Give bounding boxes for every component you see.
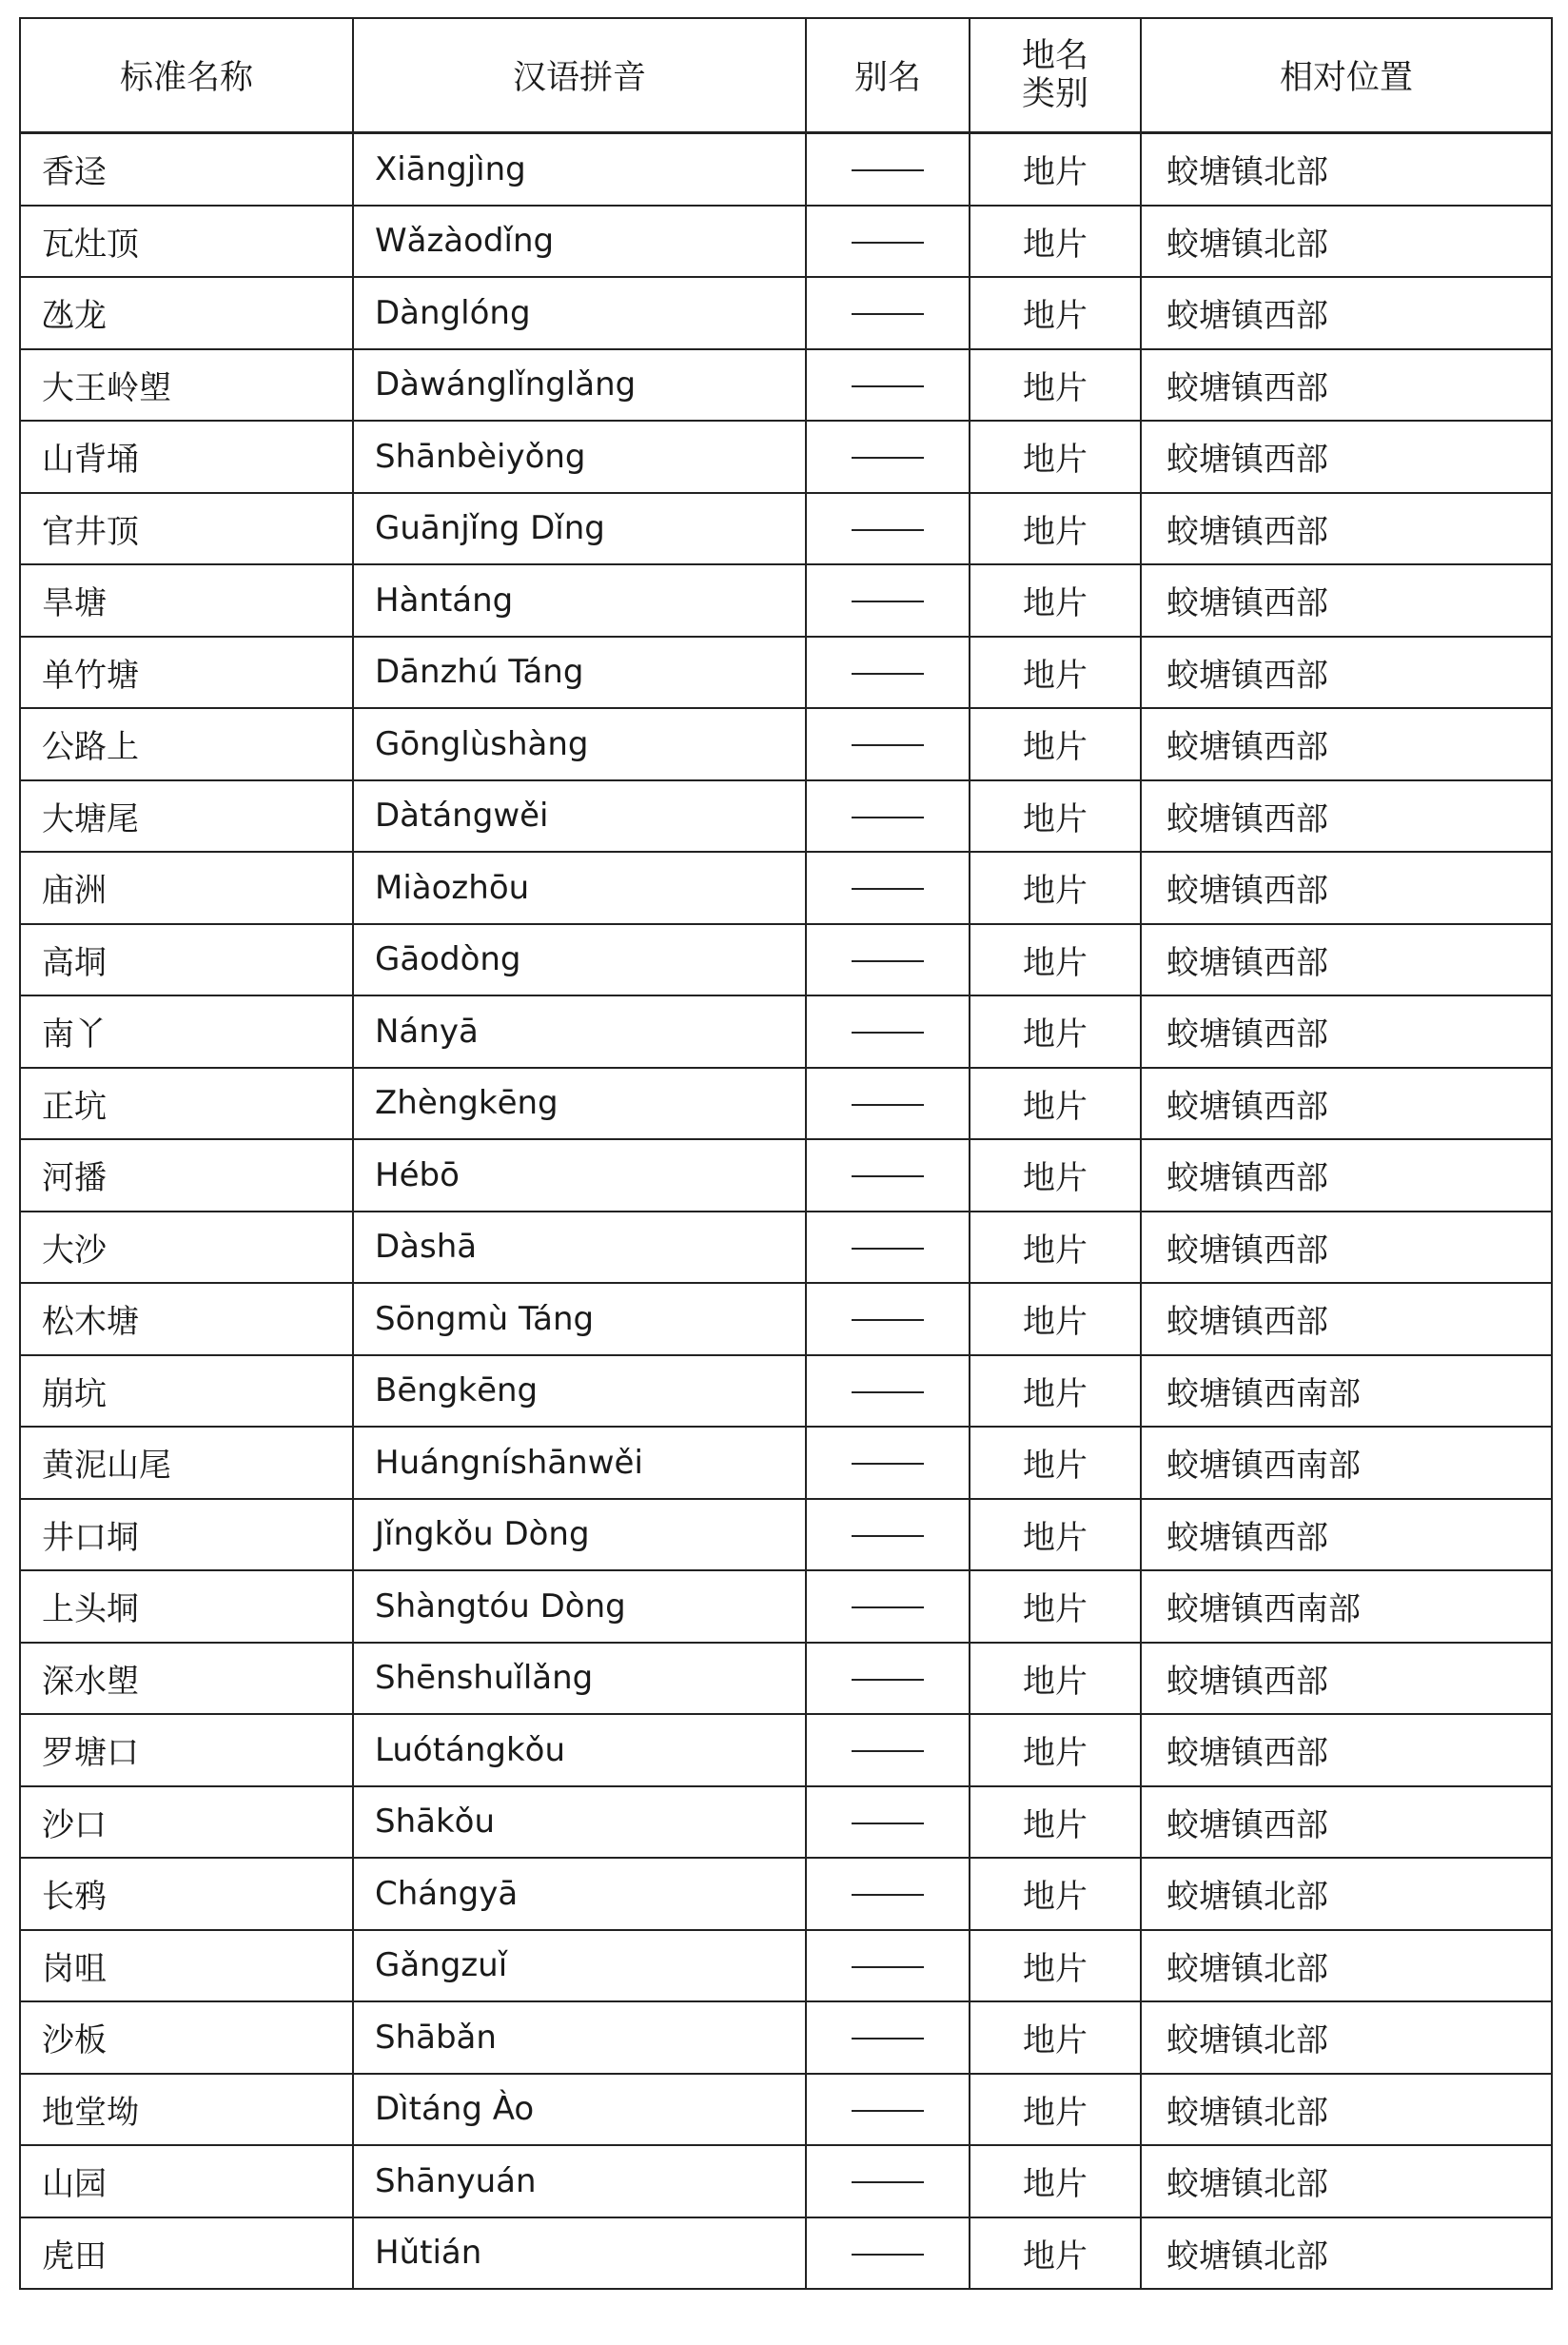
header-place-type	[970, 18, 1141, 133]
pinyin-cell: Guānjǐng Dǐng	[353, 493, 806, 565]
place-type-cell: 地片	[970, 708, 1141, 780]
standard-name-cell: 庙洲	[20, 852, 353, 924]
standard-name-cell: 山背埇	[20, 421, 353, 493]
alias-cell	[806, 780, 970, 853]
pinyin-cell: Hǔtián	[353, 2217, 806, 2290]
pinyin-cell: Shānbèiyǒng	[353, 421, 806, 493]
place-type-cell: 地片	[970, 2001, 1141, 2074]
alias-dash	[852, 1750, 924, 1752]
standard-name-cell: 长鸦	[20, 1858, 353, 1930]
alias-dash	[852, 1823, 924, 1824]
alias-cell	[806, 2217, 970, 2290]
pinyin-cell: Gǎngzuǐ	[353, 1930, 806, 2002]
alias-cell	[806, 2145, 970, 2217]
pinyin-cell: Dānzhú Táng	[353, 637, 806, 709]
pinyin-cell: Shābǎn	[353, 2001, 806, 2074]
pinyin-cell: Dàtángwěi	[353, 780, 806, 853]
relative-position-cell: 蛟塘镇西部	[1141, 1212, 1552, 1284]
place-type-cell: 地片	[970, 1283, 1141, 1355]
alias-cell	[806, 349, 970, 422]
table-row	[20, 1068, 1552, 1140]
pinyin-cell: Shākǒu	[353, 1786, 806, 1859]
pinyin-cell: Huángníshānwěi	[353, 1427, 806, 1499]
pinyin-cell: Dànglóng	[353, 277, 806, 349]
table-row	[20, 206, 1552, 278]
standard-name-cell: 南丫	[20, 995, 353, 1068]
place-type-cell: 地片	[970, 852, 1141, 924]
header-row	[20, 18, 1552, 133]
alias-cell	[806, 995, 970, 1068]
standard-name-cell: 地堂坳	[20, 2074, 353, 2146]
standard-name-cell: 公路上	[20, 708, 353, 780]
alias-cell	[806, 1858, 970, 1930]
alias-dash	[852, 529, 924, 531]
table-body	[20, 133, 1552, 2290]
header-place-type-line2: 类别	[1021, 75, 1088, 113]
standard-name-cell: 山园	[20, 2145, 353, 2217]
place-type-cell: 地片	[970, 780, 1141, 853]
relative-position-cell: 蛟塘镇北部	[1141, 133, 1552, 206]
relative-position-cell: 蛟塘镇西部	[1141, 708, 1552, 780]
alias-cell	[806, 1283, 970, 1355]
relative-position-cell: 蛟塘镇西部	[1141, 277, 1552, 349]
table-row	[20, 1930, 1552, 2002]
standard-name-cell: 香迳	[20, 133, 353, 206]
alias-dash	[852, 169, 924, 171]
alias-dash	[852, 1535, 924, 1537]
header-place-type-line1: 地名	[1021, 37, 1088, 75]
table-row	[20, 2217, 1552, 2290]
pinyin-cell: Gāodòng	[353, 924, 806, 996]
pinyin-cell: Chángyā	[353, 1858, 806, 1930]
alias-dash	[852, 385, 924, 387]
table-row	[20, 2145, 1552, 2217]
table-row	[20, 1499, 1552, 1571]
relative-position-cell: 蛟塘镇西部	[1141, 1714, 1552, 1786]
standard-name-cell: 大沙	[20, 1212, 353, 1284]
table-row	[20, 493, 1552, 565]
alias-dash	[852, 673, 924, 675]
place-type-cell: 地片	[970, 2074, 1141, 2146]
alias-dash	[852, 1391, 924, 1393]
relative-position-cell: 蛟塘镇西部	[1141, 780, 1552, 853]
standard-name-cell: 旱塘	[20, 564, 353, 637]
relative-position-cell: 蛟塘镇北部	[1141, 1930, 1552, 2002]
standard-name-cell: 高垌	[20, 924, 353, 996]
pinyin-cell: Luótángkǒu	[353, 1714, 806, 1786]
place-type-cell: 地片	[970, 995, 1141, 1068]
standard-name-cell: 单竹塘	[20, 637, 353, 709]
place-type-cell: 地片	[970, 493, 1141, 565]
place-type-cell: 地片	[970, 1570, 1141, 1643]
table-row	[20, 1643, 1552, 1715]
table-row	[20, 1355, 1552, 1428]
pinyin-cell: Dàshā	[353, 1212, 806, 1284]
standard-name-cell: 大塘尾	[20, 780, 353, 853]
place-type-cell: 地片	[970, 1499, 1141, 1571]
table-row	[20, 852, 1552, 924]
pinyin-cell: Hàntáng	[353, 564, 806, 637]
standard-name-cell: 黄泥山尾	[20, 1427, 353, 1499]
alias-dash	[852, 960, 924, 962]
header-pinyin: 汉语拼音	[353, 18, 806, 133]
alias-dash	[852, 457, 924, 459]
alias-cell	[806, 1786, 970, 1859]
standard-name-cell: 氹龙	[20, 277, 353, 349]
alias-dash	[852, 888, 924, 890]
alias-cell	[806, 493, 970, 565]
place-type-cell: 地片	[970, 1212, 1141, 1284]
alias-cell	[806, 1930, 970, 2002]
alias-dash	[852, 1319, 924, 1321]
relative-position-cell: 蛟塘镇西部	[1141, 924, 1552, 996]
standard-name-cell: 松木塘	[20, 1283, 353, 1355]
relative-position-cell: 蛟塘镇西部	[1141, 1499, 1552, 1571]
place-type-cell: 地片	[970, 1427, 1141, 1499]
alias-cell	[806, 924, 970, 996]
pinyin-cell: Miàozhōu	[353, 852, 806, 924]
table-row	[20, 1858, 1552, 1930]
relative-position-cell: 蛟塘镇西部	[1141, 493, 1552, 565]
alias-dash	[852, 1463, 924, 1465]
place-type-cell: 地片	[970, 349, 1141, 422]
pinyin-cell: Shēnshuǐlǎng	[353, 1643, 806, 1715]
table-row	[20, 924, 1552, 996]
alias-dash	[852, 1894, 924, 1896]
table-row	[20, 1427, 1552, 1499]
alias-dash	[852, 2254, 924, 2256]
alias-cell	[806, 1212, 970, 1284]
table-row	[20, 995, 1552, 1068]
relative-position-cell: 蛟塘镇西部	[1141, 995, 1552, 1068]
standard-name-cell: 正坑	[20, 1068, 353, 1140]
header-relative-position: 相对位置	[1141, 18, 1552, 133]
place-name-table	[19, 17, 1553, 2290]
table-row	[20, 1139, 1552, 1212]
relative-position-cell: 蛟塘镇西部	[1141, 421, 1552, 493]
alias-dash	[852, 601, 924, 602]
table-row	[20, 1570, 1552, 1643]
table-row	[20, 2001, 1552, 2074]
place-type-cell: 地片	[970, 2145, 1141, 2217]
place-type-cell: 地片	[970, 206, 1141, 278]
alias-dash	[852, 2110, 924, 2112]
standard-name-cell: 罗塘口	[20, 1714, 353, 1786]
table-row	[20, 1786, 1552, 1859]
alias-dash	[852, 242, 924, 244]
table-row	[20, 2074, 1552, 2146]
relative-position-cell: 蛟塘镇北部	[1141, 1858, 1552, 1930]
standard-name-cell: 崩坑	[20, 1355, 353, 1428]
pinyin-cell: Nányā	[353, 995, 806, 1068]
alias-cell	[806, 1068, 970, 1140]
alias-dash	[852, 2181, 924, 2183]
pinyin-cell: Xiāngjìng	[353, 133, 806, 206]
alias-cell	[806, 206, 970, 278]
alias-dash	[852, 1606, 924, 1608]
relative-position-cell: 蛟塘镇西部	[1141, 852, 1552, 924]
alias-dash	[852, 817, 924, 818]
standard-name-cell: 沙板	[20, 2001, 353, 2074]
alias-cell	[806, 1643, 970, 1715]
table-row	[20, 421, 1552, 493]
place-type-cell: 地片	[970, 2217, 1141, 2290]
alias-cell	[806, 637, 970, 709]
table-row	[20, 133, 1552, 206]
alias-cell	[806, 1139, 970, 1212]
place-type-cell: 地片	[970, 133, 1141, 206]
relative-position-cell: 蛟塘镇西部	[1141, 349, 1552, 422]
place-type-cell: 地片	[970, 1714, 1141, 1786]
relative-position-cell: 蛟塘镇西部	[1141, 1786, 1552, 1859]
place-type-cell: 地片	[970, 1139, 1141, 1212]
alias-cell	[806, 1714, 970, 1786]
alias-dash	[852, 1175, 924, 1177]
pinyin-cell: Hébō	[353, 1139, 806, 1212]
relative-position-cell: 蛟塘镇西部	[1141, 637, 1552, 709]
alias-cell	[806, 2001, 970, 2074]
standard-name-cell: 沙口	[20, 1786, 353, 1859]
alias-cell	[806, 2074, 970, 2146]
pinyin-cell: Zhèngkēng	[353, 1068, 806, 1140]
relative-position-cell: 蛟塘镇西南部	[1141, 1427, 1552, 1499]
table-row	[20, 708, 1552, 780]
standard-name-cell: 虎田	[20, 2217, 353, 2290]
table-row	[20, 637, 1552, 709]
alias-dash	[852, 2038, 924, 2040]
relative-position-cell: 蛟塘镇西南部	[1141, 1570, 1552, 1643]
pinyin-cell: Shānyuán	[353, 2145, 806, 2217]
pinyin-cell: Shàngtóu Dòng	[353, 1570, 806, 1643]
table-row	[20, 1714, 1552, 1786]
table-row	[20, 349, 1552, 422]
table-header	[20, 18, 1552, 133]
alias-cell	[806, 1499, 970, 1571]
place-type-cell: 地片	[970, 1930, 1141, 2002]
alias-dash	[852, 1966, 924, 1968]
alias-cell	[806, 1570, 970, 1643]
standard-name-cell: 河播	[20, 1139, 353, 1212]
relative-position-cell: 蛟塘镇北部	[1141, 2145, 1552, 2217]
relative-position-cell: 蛟塘镇北部	[1141, 2001, 1552, 2074]
standard-name-cell: 瓦灶顶	[20, 206, 353, 278]
place-type-cell: 地片	[970, 1858, 1141, 1930]
relative-position-cell: 蛟塘镇西部	[1141, 1139, 1552, 1212]
standard-name-cell: 大王岭塱	[20, 349, 353, 422]
pinyin-cell: Bēngkēng	[353, 1355, 806, 1428]
place-type-cell: 地片	[970, 924, 1141, 996]
pinyin-cell: Wǎzàodǐng	[353, 206, 806, 278]
header-alias: 别名	[806, 18, 970, 133]
alias-cell	[806, 277, 970, 349]
standard-name-cell: 井口垌	[20, 1499, 353, 1571]
relative-position-cell: 蛟塘镇北部	[1141, 2074, 1552, 2146]
standard-name-cell: 官井顶	[20, 493, 353, 565]
pinyin-cell: Jǐngkǒu Dòng	[353, 1499, 806, 1571]
alias-dash	[852, 1248, 924, 1250]
relative-position-cell: 蛟塘镇西南部	[1141, 1355, 1552, 1428]
alias-cell	[806, 133, 970, 206]
alias-dash	[852, 313, 924, 315]
place-type-cell: 地片	[970, 1643, 1141, 1715]
relative-position-cell: 蛟塘镇西部	[1141, 564, 1552, 637]
pinyin-cell: Sōngmù Táng	[353, 1283, 806, 1355]
alias-cell	[806, 1355, 970, 1428]
alias-cell	[806, 1427, 970, 1499]
alias-dash	[852, 744, 924, 746]
place-type-cell: 地片	[970, 1068, 1141, 1140]
alias-cell	[806, 421, 970, 493]
alias-cell	[806, 852, 970, 924]
place-type-cell: 地片	[970, 1786, 1141, 1859]
relative-position-cell: 蛟塘镇西部	[1141, 1643, 1552, 1715]
alias-dash	[852, 1032, 924, 1034]
standard-name-cell: 岗咀	[20, 1930, 353, 2002]
standard-name-cell: 上头垌	[20, 1570, 353, 1643]
alias-dash	[852, 1679, 924, 1681]
standard-name-cell: 深水塱	[20, 1643, 353, 1715]
pinyin-cell: Dìtáng Ào	[353, 2074, 806, 2146]
alias-cell	[806, 708, 970, 780]
relative-position-cell: 蛟塘镇北部	[1141, 206, 1552, 278]
pinyin-cell: Dàwánglǐnglǎng	[353, 349, 806, 422]
table-row	[20, 780, 1552, 853]
alias-dash	[852, 1104, 924, 1106]
pinyin-cell: Gōnglùshàng	[353, 708, 806, 780]
place-type-cell: 地片	[970, 277, 1141, 349]
relative-position-cell: 蛟塘镇西部	[1141, 1283, 1552, 1355]
place-type-cell: 地片	[970, 1355, 1141, 1428]
header-standard-name: 标准名称	[20, 18, 353, 133]
table-row	[20, 1212, 1552, 1284]
place-type-cell: 地片	[970, 564, 1141, 637]
table-row	[20, 1283, 1552, 1355]
table-row	[20, 277, 1552, 349]
relative-position-cell: 蛟塘镇西部	[1141, 1068, 1552, 1140]
place-type-cell: 地片	[970, 637, 1141, 709]
alias-cell	[806, 564, 970, 637]
place-type-cell: 地片	[970, 421, 1141, 493]
table-row	[20, 564, 1552, 637]
relative-position-cell: 蛟塘镇北部	[1141, 2217, 1552, 2290]
